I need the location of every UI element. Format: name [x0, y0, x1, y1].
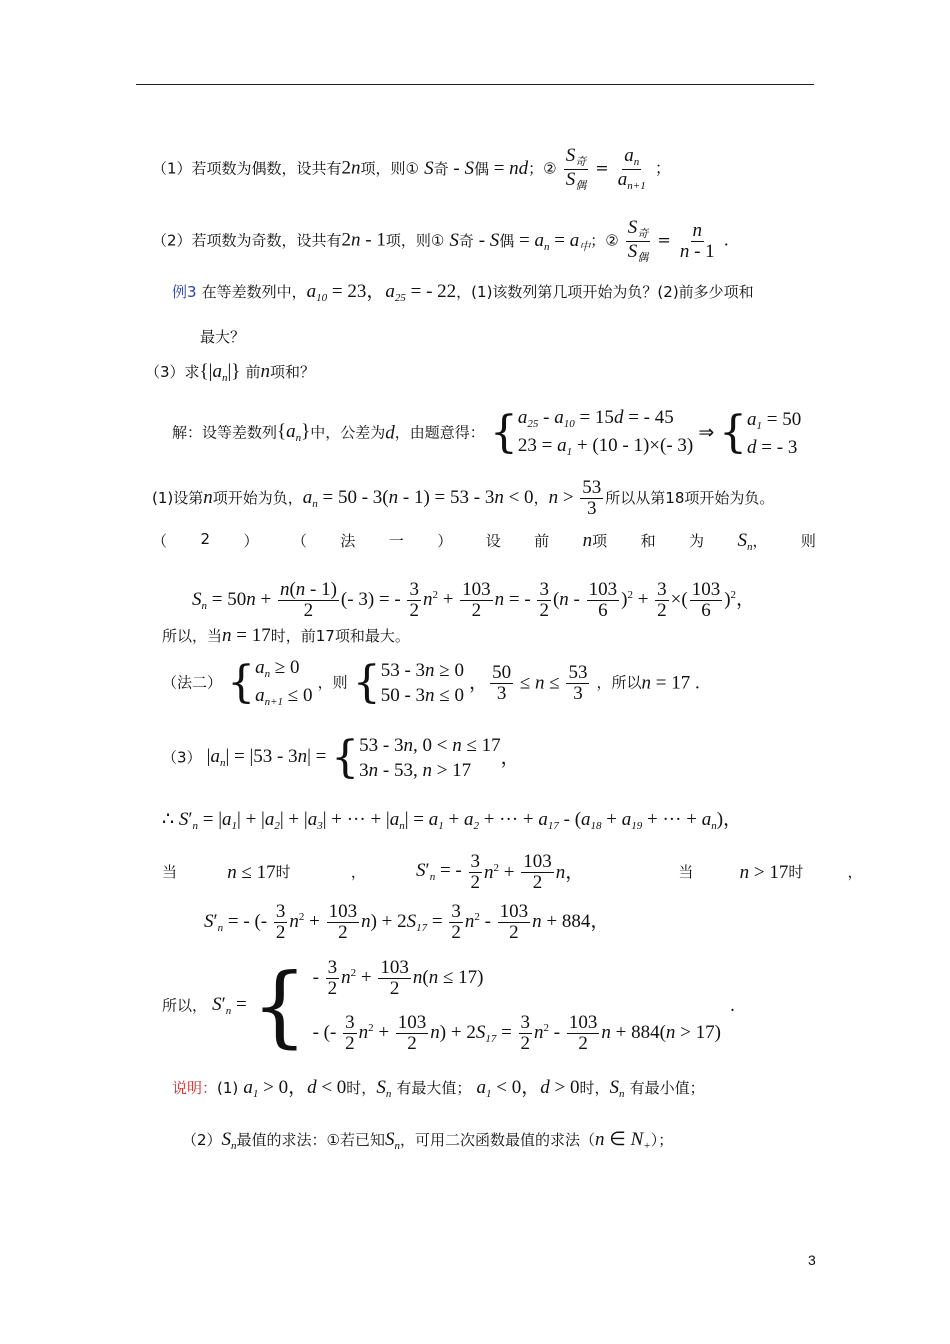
text: （1）若项数为偶数，设共有 [152, 159, 342, 178]
text: ， [752, 532, 768, 550]
text: 所以， [162, 996, 208, 1015]
note-label: 说明： [172, 1079, 218, 1097]
text: 时 [788, 862, 804, 881]
text: 当 [678, 862, 694, 881]
page-number: 3 [808, 1252, 816, 1268]
solution-line: 解：设等差数列$\{a_n\}$中，公差为d，由题意得： { $a_{25} - a_{10} = 15d$ = - 45 $23 = a_1 + (10 - 1)\times(-$ 3) ⇒ { $a_1 = 50$ d = - 3 [172, 407, 802, 458]
header-rule [136, 84, 814, 85]
text: 项，则① [385, 231, 445, 250]
text: 法 [340, 532, 356, 550]
case-formula: $S'_n$ = - (- $\frac{3}{2}$ $n^2$ + $\frac{103}{2}$ $n) + 2S_{17}$ = $\frac{3}{2}$ $n^2$ - $\frac{103}{2}$ n + 884， [204, 901, 610, 943]
text: 和 [640, 532, 656, 550]
text: 为 [689, 532, 705, 550]
text: 2 [200, 530, 210, 548]
text: （3）求 [145, 363, 200, 381]
case-line: 当 n ≤ 17时 ， $S'_n$ = - $\frac{3}{2}$ $n^2$ + $\frac{103}{2}$ n， 当 n > 17时 ， [162, 851, 863, 893]
text: 中，公差为 [310, 423, 386, 442]
text: 时， [579, 1079, 610, 1097]
text: 有最大值； [396, 1079, 472, 1097]
text: 时， [346, 1079, 377, 1097]
text: 在等差数列中， [201, 283, 307, 301]
text: ） [243, 532, 259, 550]
text: 一 [388, 532, 404, 550]
note-line-2: $(2)S_n$最值的求法：①若已知$S_n$，可用二次函数最值的求法（n ∈ $N_+$）； [182, 1129, 674, 1152]
text: ，由题意得： [394, 423, 485, 442]
example-3-line: 例3 在等差数列中，$a_{10} = 23$，$a_{25}$ = - 22，(1)该数列第几项开始为负？(2)前多少项和 [172, 281, 754, 304]
result-line: 所以， $S'_n$ = { - $\frac{3}{2}$ $n^2$ + $\frac{103}{2}$ n(n ≤ 17) - (- $\frac{3}{2}$ $n^2$ + $\frac{103}{2}$ $n) + 2S_{17}$ = $\frac{3}{2}$ $n^2$ - $\frac{103}{2}$ n + 884(n > 17) . [162, 953, 735, 1057]
text: (1)设第 [152, 488, 204, 507]
text: ；② [528, 159, 557, 178]
part-1-line: (1)设第n项开始为负，$a_n = 50 - 3(n - 1) = 53 - 3n < 0$，n > $\frac{53}{3}$ 所以从第18项开始为负。 [152, 477, 775, 519]
text: 前 [245, 363, 261, 381]
text: 最值的求法：①若已知 [236, 1131, 385, 1149]
text: ；② [590, 231, 619, 250]
text-line: （3）求$\{|a_n|\}$ 前n项和？ [145, 361, 316, 384]
text: ，则 [317, 673, 348, 692]
text: ，(1)该数列第几项开始为负？(2)前多少项和 [456, 283, 754, 301]
text: ， [533, 488, 549, 507]
text: （ [152, 532, 168, 550]
text: ，所以 [596, 673, 642, 692]
text: （ [291, 532, 307, 550]
text: 则 [800, 532, 816, 550]
text: 当 [162, 862, 178, 881]
text: 项 [592, 532, 608, 550]
abs-sum-formula: ∴ $S'_n = |a_1| + |a_2| + |a_3|$ + ··· + $|a_n| = a_1 + a_2$ + ··· + $a_{17} - (a_{18} + a_{19}$ + ··· + $a_n$)， [162, 809, 743, 832]
text: （2）若项数为奇数，设共有 [152, 231, 342, 250]
text-line: 所以，当n = 17时，前17项和最大。 [162, 625, 410, 646]
text: ）； [650, 1131, 674, 1149]
text: 时 [275, 862, 291, 881]
part-3-line: （3） $|a_n| = |53 - 3n|$ = { 53 - 3n, 0 < n ≤ 17 3n - 53, n > 17 ， [162, 732, 520, 783]
text: （法二） [162, 673, 223, 692]
text: ） [437, 532, 453, 550]
part-2-line: （ 2 ） （ 法 一 ） 设 前 n项 和 为 $S_n$， 则 [152, 530, 816, 553]
text-line: 最大？ [200, 328, 246, 346]
text: ，可用二次函数最值的求法（ [400, 1131, 596, 1149]
text-line-2: （2）若项数为奇数，设共有2n - 1项，则① S奇 - S偶 = $a_n = a_中$；② $\frac{S_奇}{S_偶}$ = $\frac{n}{n - 1}$ . [152, 217, 729, 264]
text: ， [847, 862, 863, 881]
text: （2） [182, 1131, 222, 1149]
example-label: 例3 [172, 283, 197, 301]
text: 时，前17项和最大。 [270, 627, 410, 645]
method-2-line: （法二） { $a_n \ge 0$ $a_{n+1} \le 0$ ，则 { 53 - 3n ≥ 0 50 - 3n ≤ 0 ， $\frac{50}{3}$ ≤ n ≤ $\frac{53}{3}$ ，所以n = 17 . [162, 657, 700, 708]
text: 前 [534, 532, 550, 550]
text: 项，则① [360, 159, 419, 178]
text: （3） [162, 748, 202, 767]
sum-formula: $S_n = 50n$ + $\frac{n(n - 1)}{2}$ (- 3) = - $\frac{3}{2}$ $n^2$ + $\frac{103}{2}$ n = - $\frac{3}{2}$ (n - $\frac{103}{6}$ )$^2$ + $\frac{3}{2}$ ×( $\frac{103}{6}$ )$^2$， [192, 579, 756, 621]
text: 所以，当 [162, 627, 223, 645]
text: ， [350, 862, 366, 881]
text: 所以从第18项开始为负。 [605, 488, 775, 507]
text: 解：设等差数列 [172, 423, 278, 442]
text-line-1: （1）若项数为偶数，设共有2n项，则① S奇 - S偶 = nd；② $\frac{S_奇}{S_偶}$ = $\frac{a_n}{a_{n+1}}$ ； [152, 145, 671, 192]
text: 项开始为负， [212, 488, 303, 507]
note-line-1: 说明：(1) $a_1 > 0$，d < 0时，$S_n$ 有最大值； $a_1 < 0$，d > 0时，$S_n$ 有最小值； [172, 1077, 705, 1100]
text: 设 [485, 532, 501, 550]
text: 有最小值； [629, 1079, 705, 1097]
text: 项和？ [270, 363, 316, 381]
text: (1) [217, 1079, 239, 1097]
